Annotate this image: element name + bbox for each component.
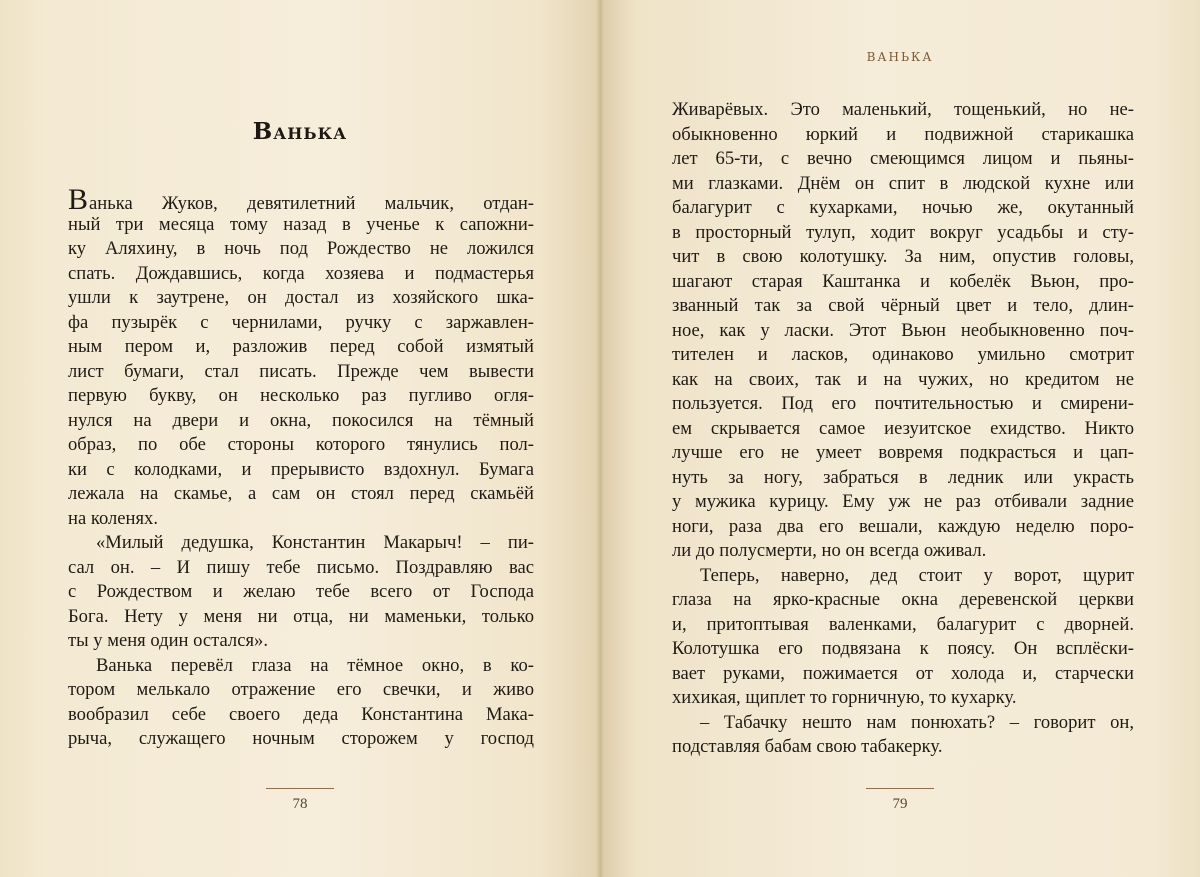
text-line-content: балагурит с кухарками, ночью же, окутанный: [672, 197, 1134, 218]
text-line: [672, 343, 1134, 368]
text-line-content: ный три месяца тому назад в ученье к сапожни-: [68, 213, 534, 235]
text-line-content: лежала на скамье, а сам он стоял перед скамьёй: [68, 483, 534, 504]
text-line-content: «Милый дедушка, Константин Макарыч! – пи-: [96, 532, 534, 553]
text-line-content: ли до полусмерти, но он всегда оживал.: [672, 540, 987, 561]
chapter-title: Ванька: [252, 118, 348, 145]
text-line: [68, 654, 534, 679]
text-line-content: хихикая, щиплет то горничную, то кухарку.: [672, 687, 1017, 708]
text-line: [672, 539, 1134, 564]
text-line: [672, 196, 1134, 221]
text-line: [68, 311, 534, 336]
text-line-content: на коленях.: [68, 507, 158, 529]
text-line-content: спать. Дождавшись, когда хозяева и подмастерья: [68, 262, 534, 284]
text-line: [672, 490, 1134, 515]
text-line: [68, 286, 534, 311]
text-line-content: с Рождеством и желаю тебе всего от Господа: [68, 581, 534, 602]
running-head: ВАНЬКА: [866, 50, 934, 64]
text-line: [672, 98, 1134, 123]
text-line: [68, 556, 534, 581]
page-number-rule: [866, 788, 934, 789]
text-line-content: ноги, раза два его вешали, каждую неделю поро-: [672, 515, 1134, 537]
text-line: [68, 384, 534, 409]
text-line: [672, 686, 1134, 711]
text-line: [672, 294, 1134, 319]
text-line: [68, 580, 534, 605]
text-line-content: ушли к заутрене, он достал из хозяйского шка-: [68, 287, 534, 308]
text-line: [672, 441, 1134, 466]
text-line-content: как на своих, так и на чужих, но кредитом не: [672, 368, 1134, 390]
text-line-content: Бога. Нету у меня ни отца, ни маменьки, только: [68, 605, 534, 627]
text-line-content: подставляя бабам свою табакерку.: [672, 736, 943, 757]
text-line-content: лет 65-ти, с вечно смеющимся лицом и пьяны-: [672, 148, 1134, 169]
text-line: [68, 703, 534, 728]
text-line-content: шагают старая Каштанка и кобелёк Вьюн, про-: [672, 270, 1134, 292]
text-line: [68, 237, 534, 262]
text-line-content: ты у меня один остался».: [68, 630, 268, 651]
text-line: [68, 360, 534, 385]
text-line-content: анька Жуков, девятилетний мальчик, отдан-: [89, 193, 534, 213]
text-line-content: ми глазками. Днём он спит в людской кухне или: [672, 172, 1134, 194]
text-line: [68, 629, 534, 654]
text-line: [68, 409, 534, 434]
text-line: [68, 262, 534, 287]
text-line: [672, 123, 1134, 148]
page-number-right: 79: [892, 796, 908, 812]
text-line: [672, 466, 1134, 491]
text-line: [672, 613, 1134, 638]
text-line-content: образ, по обе стороны которого тянулись пол-: [68, 434, 534, 455]
text-line: [68, 433, 534, 458]
text-line: [68, 458, 534, 483]
text-line-content: ное, как у ласки. Этот Вьюн необыкновенно поч-: [672, 319, 1134, 341]
text-line: [68, 678, 534, 703]
drop-cap: В: [68, 188, 89, 213]
text-line-content: Живарёвых. Это маленький, тощенький, но не-: [672, 99, 1134, 120]
right-page: [600, 0, 1200, 877]
text-line-content: ным пером и, разложив перед собой измятый: [68, 336, 534, 357]
text-line-content: нуть за ногу, забраться в ледник или украсть: [672, 466, 1134, 488]
text-line-content: в просторный тулуп, ходит вокруг усадьбы и сту-: [672, 221, 1134, 243]
text-line: [68, 335, 534, 360]
text-line-content: фа пузырёк с чернилами, ручку с заржавлен-: [68, 311, 534, 333]
text-line-content: первую букву, он несколько раз пугливо огля-: [68, 385, 534, 406]
text-line: [672, 711, 1134, 736]
page-number-left: 78: [292, 796, 308, 812]
text-line: [672, 172, 1134, 197]
text-line-content: – Табачку нешто нам понюхать? – говорит он,: [700, 711, 1134, 733]
text-line-content: рыча, служащего ночным сторожем у господ: [68, 728, 534, 749]
text-line: [68, 188, 534, 213]
text-line: [68, 213, 534, 238]
text-line-content: сал он. – И пишу тебе письмо. Поздравляю вас: [68, 556, 534, 578]
text-line: [672, 319, 1134, 344]
text-line: [68, 531, 534, 556]
text-line-content: лист бумаги, стал писать. Прежде чем вывести: [68, 360, 534, 382]
text-line-content: ем скрывается самое иезуитское ехидство. Никто: [672, 417, 1134, 439]
text-line-content: Колотушка его подвязана к поясу. Он всплёски-: [672, 638, 1134, 659]
text-line: [672, 637, 1134, 662]
text-line: [672, 221, 1134, 246]
text-line-content: у мужика курицу. Ему уж не раз отбивали задние: [672, 491, 1134, 512]
text-line: [672, 147, 1134, 172]
text-line-content: вообразил себе своего деда Константина Мака-: [68, 703, 534, 725]
text-line-content: пользуется. Под его почтительностью и смирени-: [672, 393, 1134, 414]
text-line: [68, 482, 534, 507]
text-line-content: Ванька перевёл глаза на тёмное окно, в ко-: [96, 654, 534, 676]
text-line: [672, 588, 1134, 613]
text-line-content: обыкновенно юркий и подвижной старикашка: [672, 123, 1134, 145]
text-line-content: глаза на ярко-красные окна деревенской церкви: [672, 589, 1134, 610]
text-line-content: тителен и ласков, одинаково умильно смотрит: [672, 344, 1134, 365]
text-line-content: и, притоптывая валенками, балагурит с дворней.: [672, 613, 1134, 635]
text-line: [672, 662, 1134, 687]
text-line: [68, 727, 534, 752]
page-number-rule: [266, 788, 334, 789]
text-line: [672, 245, 1134, 270]
text-line: [672, 368, 1134, 393]
text-line: [68, 605, 534, 630]
text-line: [68, 507, 534, 532]
text-line: [672, 270, 1134, 295]
left-page-text: [68, 188, 534, 752]
text-line-content: нулся на двери и окна, покосился на тёмный: [68, 409, 534, 431]
text-line-content: лучше его не умеет вовремя подкрасться и цап-: [672, 442, 1134, 463]
text-line: [672, 417, 1134, 442]
text-line-content: чит в свою колотушку. За ним, опустив головы,: [672, 246, 1134, 267]
text-line: [672, 392, 1134, 417]
text-line-content: Теперь, наверно, дед стоит у ворот, щурит: [700, 564, 1134, 586]
text-line-content: вает руками, пожимается от холода и, старчески: [672, 662, 1134, 684]
text-line-content: званный так за свой чёрный цвет и тело, длин-: [672, 295, 1134, 316]
text-line-content: ку Аляхину, в ночь под Рождество не ложился: [68, 238, 534, 259]
text-line: [672, 735, 1134, 760]
text-line-content: ки с колодками, и прерывисто вздохнул. Бумага: [68, 458, 534, 480]
text-line: [672, 515, 1134, 540]
text-line-content: тором мелькало отражение его свечки, и живо: [68, 679, 534, 700]
text-line: [672, 564, 1134, 589]
right-page-text: [672, 98, 1134, 760]
